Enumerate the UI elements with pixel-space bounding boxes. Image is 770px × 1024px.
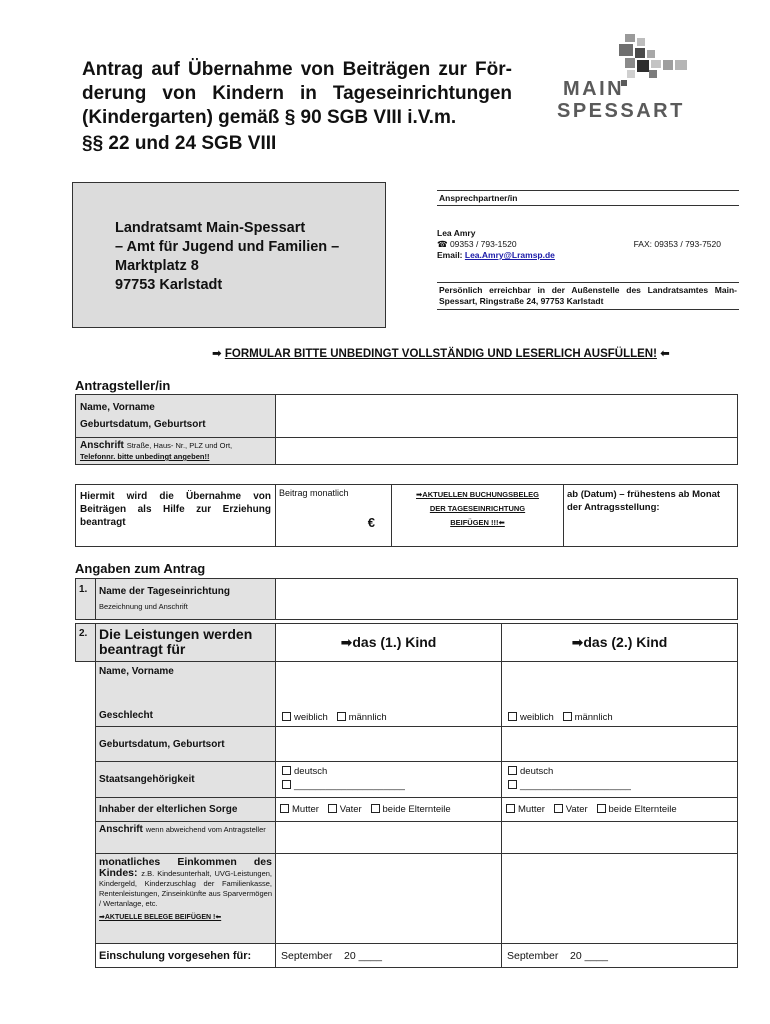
mother-label: Mutter — [518, 804, 545, 815]
gender-label: Geschlecht — [99, 710, 153, 721]
father-label: Vater — [565, 804, 588, 815]
child-1-school-field[interactable]: September 20 ____ — [276, 944, 502, 968]
request-text: Hiermit wird die Übernahme von Beiträgen als Hilfe zur Erziehung beantragt — [76, 485, 276, 547]
booking-note — [392, 485, 564, 547]
arrow-left-icon: ⬅ — [660, 348, 670, 360]
applicant-address-hint: Straße, Haus- Nr., PLZ und Ort, — [126, 441, 233, 450]
address-line-1: Landratsamt Main-Spessart — [115, 220, 306, 236]
child-birth-label: Geburtsdatum, Geburtsort — [96, 727, 276, 762]
checkbox-icon[interactable] — [508, 712, 517, 721]
blank-line: _____________________ — [294, 780, 405, 791]
title-line-4: §§ 22 und 24 SGB VIII — [82, 133, 277, 154]
both-label: beide Elternteile — [608, 804, 677, 815]
facility-hint: Bezeichnung und Anschrift — [99, 602, 188, 611]
facility-field[interactable] — [276, 579, 738, 620]
male-label: männlich — [348, 712, 387, 723]
child-1-male-option[interactable] — [337, 712, 387, 723]
child-2-female-option[interactable] — [508, 712, 554, 723]
monthly-amount-label: Beitrag monatlich — [279, 488, 349, 498]
income-hint: z.B. Kindesunterhalt, UVG-Leistungen, Kindergeld, Kinderzuschlag der Familienkasse, Rentenleistungen, Zinseinkünfte aus Sparvermögen / Wertanlage, etc. — [99, 869, 273, 908]
facility-label-cell — [96, 579, 276, 620]
children-label: Die Leistungen werden beantragt für — [96, 624, 276, 662]
notice-text: FORMULAR BITTE UNBEDINGT VOLLSTÄNDIG UND LESERLICH AUSFÜLLEN! — [224, 348, 657, 360]
child-1-custody-field — [276, 798, 502, 822]
income-note: ➡AKTUELLE BELEGE BEIFÜGEN !⬅ — [99, 914, 222, 921]
details-heading: Angaben zum Antrag — [75, 561, 206, 576]
checkbox-icon[interactable] — [371, 804, 380, 813]
mother-label: Mutter — [292, 804, 319, 815]
checkbox-icon[interactable] — [280, 804, 289, 813]
recipient-address — [115, 219, 339, 295]
fill-out-notice — [212, 346, 670, 360]
contact-email-link[interactable]: Lea.Amry@Lramsp.de — [464, 250, 555, 260]
german-label: deutsch — [294, 766, 328, 777]
father-label: Vater — [339, 804, 362, 815]
arrow-right-icon: ➡ — [212, 348, 222, 360]
child-1-german-option[interactable] — [282, 765, 495, 779]
facility-label: Name der Tageseinrichtung — [99, 586, 230, 597]
applicant-heading: Antragsteller/in — [75, 378, 171, 393]
checkbox-icon[interactable] — [282, 780, 291, 789]
applicant-address-field[interactable] — [276, 438, 738, 465]
child-2-custody-field — [502, 798, 738, 822]
start-date-field[interactable] — [564, 485, 738, 547]
booking-note-line-2: DER TAGESEINRICHTUNG — [429, 504, 526, 513]
applicant-address-label-cell — [76, 438, 276, 465]
child-address-label-cell — [96, 822, 276, 854]
contact-office: Persönlich erreichbar in der Außenstelle des Landratsamtes Main-Spessart, Ringstraße 24, 97753 Karlstadt — [437, 282, 739, 310]
checkbox-icon[interactable] — [328, 804, 337, 813]
facility-table — [75, 578, 738, 620]
custody-label: Inhaber der elterlichen Sorge — [96, 798, 276, 822]
applicant-phone-hint: Telefonnr. bitte unbedingt angeben!! — [80, 452, 210, 461]
child-1-nationality-field[interactable] — [276, 762, 502, 798]
female-label: weiblich — [520, 712, 554, 723]
start-date-label: ab (Datum) – frühestens ab Monat der Antragsstellung: — [567, 489, 721, 513]
applicant-table — [75, 394, 738, 465]
child-1-header: ➡das (1.) Kind — [276, 624, 502, 662]
logo-text-main: MAIN — [563, 78, 625, 100]
applicant-name-birth-field[interactable] — [276, 395, 738, 438]
child-2-both-option[interactable] — [597, 804, 677, 815]
name-gender-label — [96, 662, 276, 727]
child-2-header: ➡das (2.) Kind — [502, 624, 738, 662]
both-label: beide Elternteile — [382, 804, 451, 815]
checkbox-icon[interactable] — [597, 804, 606, 813]
child-2-male-option[interactable] — [563, 712, 613, 723]
school-start-label: Einschulung vorgesehen für: — [96, 944, 276, 968]
recipient-address-box — [72, 182, 386, 328]
contact-phone-row — [437, 239, 739, 250]
male-label: männlich — [574, 712, 613, 723]
checkbox-icon[interactable] — [282, 766, 291, 775]
child-2-name-gender-field[interactable] — [502, 662, 738, 727]
checkbox-icon[interactable] — [508, 766, 517, 775]
contact-block — [437, 190, 739, 310]
applicant-name-label: Name, Vorname — [80, 402, 155, 413]
child-1-female-option[interactable] — [282, 712, 328, 723]
child-1-other-nationality[interactable] — [282, 779, 495, 793]
applicant-address-label: Anschrift — [80, 440, 124, 451]
german-label: deutsch — [520, 766, 554, 777]
contact-phone: ☎ 09353 / 793-1520 — [437, 239, 517, 249]
title-line-2: derung von Kindern in Tageseinrichtungen — [82, 83, 512, 104]
children-table — [75, 623, 738, 968]
contact-heading: Ansprechpartner/in — [437, 190, 739, 206]
income-label: monatliches Einkommen des Kindes: — [99, 856, 272, 879]
euro-symbol: € — [367, 515, 375, 530]
checkbox-icon[interactable] — [554, 804, 563, 813]
female-label: weiblich — [294, 712, 328, 723]
child-address-hint: wenn abweichend vom Antragsteller — [145, 825, 266, 834]
child-1-mother-option[interactable] — [280, 804, 319, 815]
request-table — [75, 484, 738, 547]
booking-note-line-1: ➡AKTUELLEN BUCHUNGSBELEG — [416, 490, 539, 499]
child-1-birth-field[interactable] — [276, 727, 502, 762]
child-1-both-option[interactable] — [371, 804, 451, 815]
child-1-name-gender-field[interactable] — [276, 662, 502, 727]
applicant-birth-label: Geburtsdatum, Geburtsort — [80, 419, 206, 430]
item-1-number: 1. — [76, 579, 96, 620]
child-2-father-option[interactable] — [554, 804, 588, 815]
booking-note-line-3: BEIFÜGEN !!!⬅ — [450, 518, 505, 527]
form-title — [82, 58, 512, 156]
child-2-school-field[interactable]: September 20 ____ — [502, 944, 738, 968]
child-1-address-field[interactable] — [276, 822, 502, 854]
child-1-father-option[interactable] — [328, 804, 362, 815]
blank-line: _____________________ — [520, 780, 631, 791]
title-line-3: (Kindergarten) gemäß § 90 SGB VIII i.V.m. — [82, 107, 457, 128]
checkbox-icon[interactable] — [563, 712, 572, 721]
checkbox-icon[interactable] — [337, 712, 346, 721]
address-line-2: – Amt für Jugend und Familien – — [115, 239, 340, 255]
child-2-mother-option[interactable] — [506, 804, 545, 815]
main-spessart-logo — [555, 32, 705, 132]
contact-email-row — [437, 250, 739, 260]
child-2-nationality-field[interactable] — [502, 762, 738, 798]
child-2-income-field[interactable] — [502, 854, 738, 944]
child-2-german-option[interactable] — [508, 765, 731, 779]
child-2-address-field[interactable] — [502, 822, 738, 854]
child-2-birth-field[interactable] — [502, 727, 738, 762]
child-1-gender-options — [282, 712, 393, 723]
left-margin-cell — [76, 662, 96, 968]
address-line-4: 97753 Karlstadt — [115, 277, 223, 293]
monthly-amount-field[interactable] — [276, 485, 392, 547]
contact-name: Lea Amry — [437, 228, 476, 238]
child-name-label: Name, Vorname — [99, 666, 174, 677]
contact-fax: FAX: 09353 / 793-7520 — [633, 239, 721, 249]
child-address-label: Anschrift — [99, 824, 143, 835]
income-label-cell — [96, 854, 276, 944]
logo-text-spessart: SPESSART — [557, 100, 685, 122]
title-line-1: Antrag auf Übernahme von Beiträgen zur För- — [82, 59, 512, 80]
child-2-gender-options — [508, 712, 619, 723]
contact-email-label: Email: — [437, 250, 463, 260]
checkbox-icon[interactable] — [506, 804, 515, 813]
checkbox-icon[interactable] — [508, 780, 517, 789]
nationality-label: Staatsangehörigkeit — [96, 762, 276, 798]
applicant-name-birth-label — [76, 395, 276, 438]
child-2-other-nationality[interactable] — [508, 779, 731, 793]
item-2-number: 2. — [76, 624, 96, 662]
checkbox-icon[interactable] — [282, 712, 291, 721]
child-1-income-field[interactable] — [276, 854, 502, 944]
address-line-3: Marktplatz 8 — [115, 258, 199, 274]
